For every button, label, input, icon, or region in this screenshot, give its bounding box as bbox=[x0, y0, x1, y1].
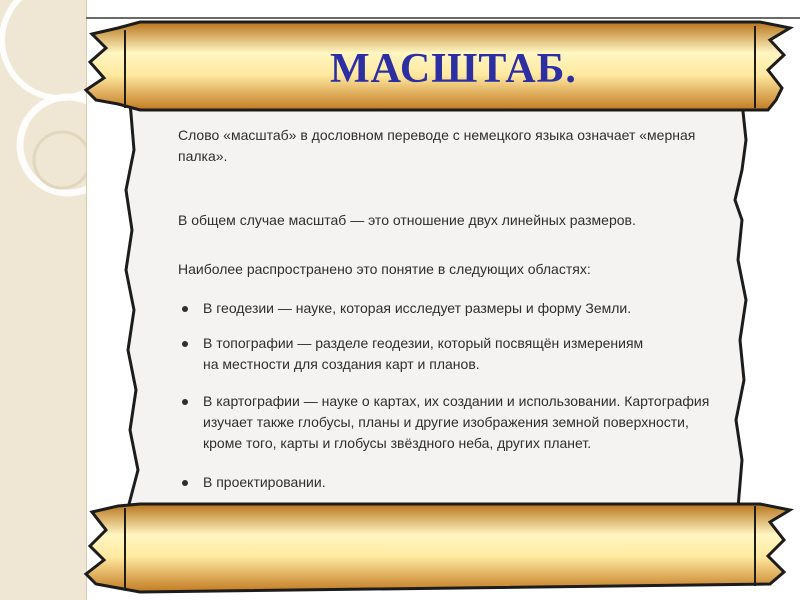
list-item-line: на местности для создания карт и планов. bbox=[203, 356, 480, 372]
list-item-line: изучает также глобусы, планы и другие изображения земной поверхности, bbox=[203, 414, 689, 430]
list-item-line: В топографии — разделе геодезии, который посвящён измерениям bbox=[203, 335, 644, 351]
list-item bbox=[178, 391, 709, 454]
paragraph-areas-intro: Наиболее распространено это понятие в следующих областях: bbox=[178, 261, 591, 277]
list-item-line: В картографии — науке о картах, их создании и использовании. Картография bbox=[203, 393, 710, 409]
list-item-line: кроме того, карты и глобусы звёздного неба, других планет. bbox=[203, 435, 592, 451]
list-item bbox=[178, 298, 631, 319]
slide-title: МАСШТАБ. bbox=[330, 46, 577, 92]
list-item bbox=[178, 333, 643, 375]
bullet-icon bbox=[182, 399, 188, 405]
paragraph-general: В общем случае масштаб — это отношение двух линейных размеров. bbox=[178, 212, 636, 228]
scroll-bottom-roll bbox=[86, 504, 790, 592]
bullet-icon bbox=[182, 480, 188, 486]
bullet-icon bbox=[182, 341, 188, 347]
paragraph-definition: Слово «масштаб» в дословном переводе с немецкого языка означает «мерная палка». bbox=[178, 127, 696, 164]
list-item bbox=[178, 472, 326, 493]
list-item-line: В геодезии — науке, которая исследует размеры и форму Земли. bbox=[203, 300, 632, 316]
bullet-icon bbox=[182, 306, 188, 312]
list-item-line: В проектировании. bbox=[203, 474, 326, 490]
